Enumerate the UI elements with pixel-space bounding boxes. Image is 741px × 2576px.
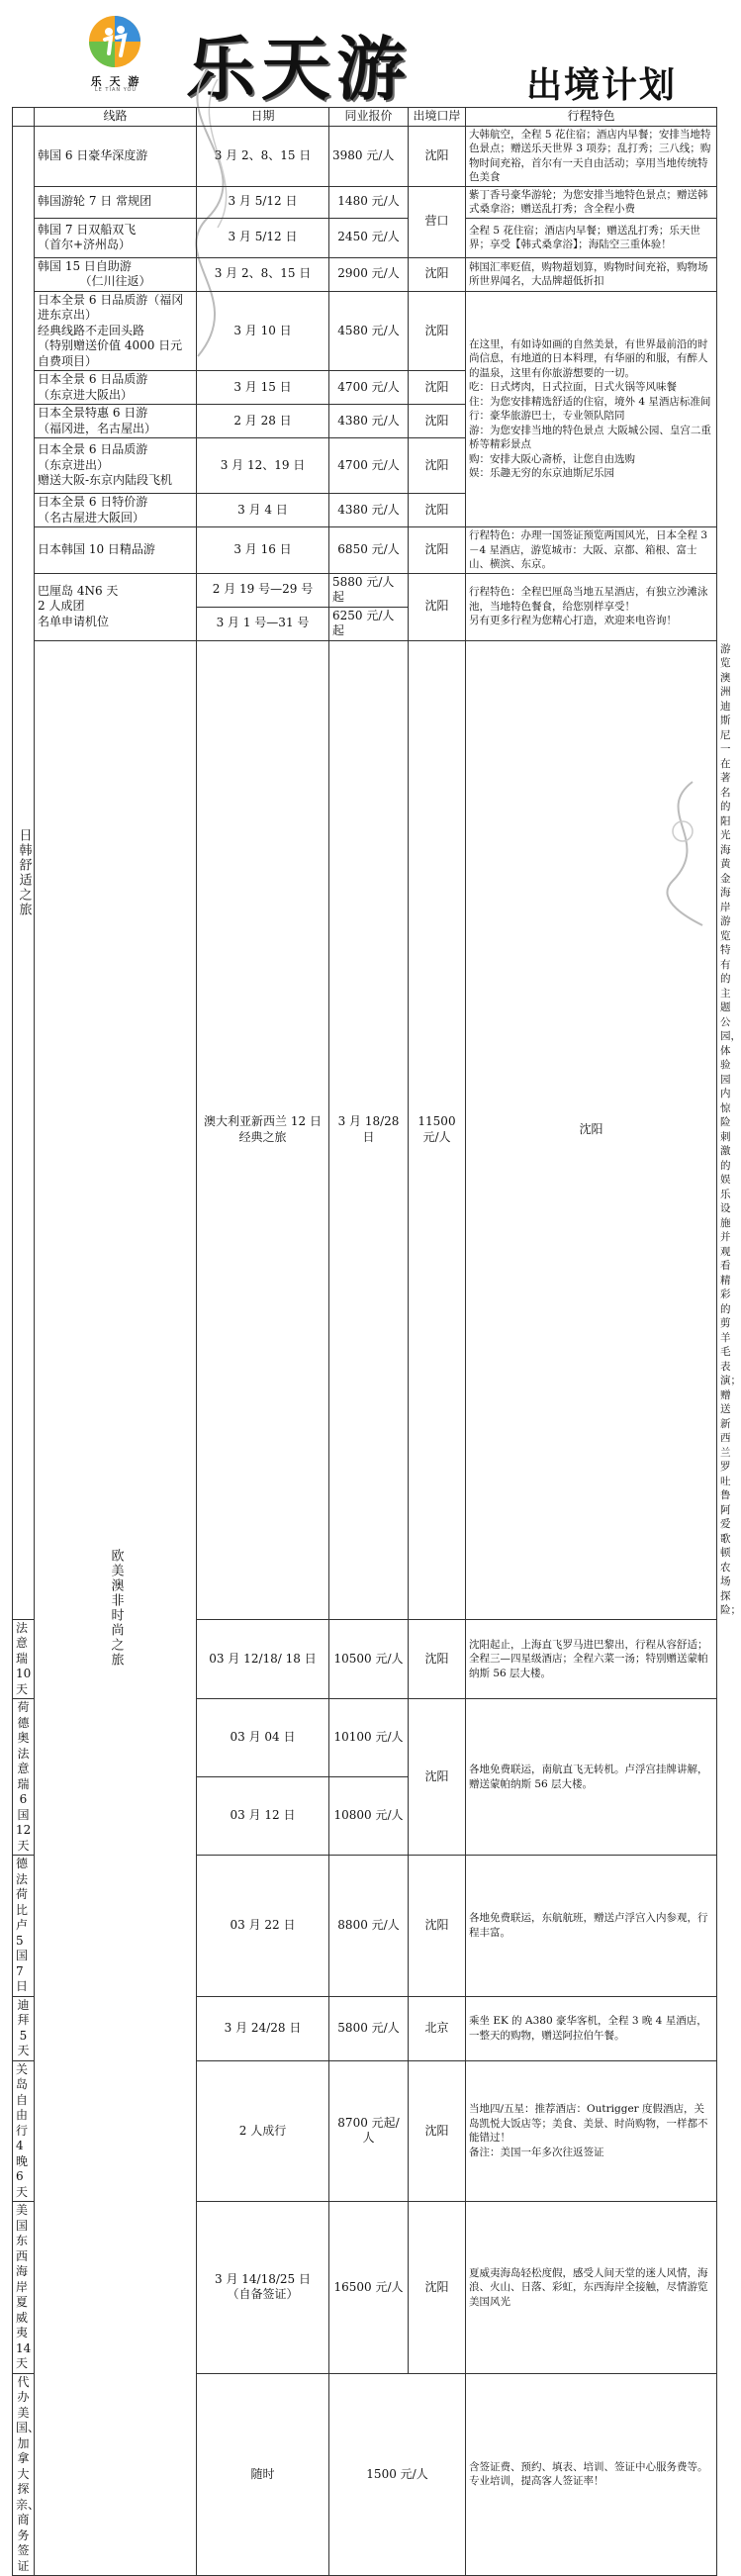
header-feature: 行程特色 bbox=[466, 108, 717, 127]
feature-cell: 大韩航空，全程 5 花住宿；酒店内早餐；安排当地特色景点；赠送乐天世界 3 项券；乱打秀；三八线；购物时间充裕，首尔有一天自由活动；享用当地传统特色美食 bbox=[466, 126, 717, 186]
header-route: 线路 bbox=[35, 108, 197, 127]
route-cell: 韩国 6 日豪华深度游 bbox=[35, 126, 197, 186]
brand-logo-name: 乐 天 游 bbox=[90, 75, 141, 88]
route-line: （特别赠送价值 4000 日元自费项目） bbox=[38, 338, 183, 368]
price-cell: 8800 元/人 bbox=[329, 1856, 409, 1997]
date-cell: 3 月 24/28 日 bbox=[197, 1996, 329, 2060]
feature-line: 行：豪华旅游巴士，专业领队陪同 bbox=[469, 410, 625, 423]
port-cell: 沈阳 bbox=[409, 2060, 466, 2202]
port-cell: 沈阳 bbox=[409, 1856, 466, 1997]
route-cell bbox=[35, 438, 197, 494]
route-line: 巴厘岛 4N6 天 bbox=[38, 583, 119, 598]
feature-cell: 全程 5 花住宿；酒店内早餐；赠送乱打秀；乐天世界；享受【韩式桑拿浴】；海陆空三重体验！ bbox=[466, 218, 717, 257]
port-cell: 沈阳 bbox=[409, 2202, 466, 2374]
port-cell: 营口 bbox=[409, 186, 466, 257]
tour-table bbox=[12, 107, 741, 2576]
route-cell: 日本韩国 10 日精品游 bbox=[35, 527, 197, 574]
date-cell: 2 人成行 bbox=[197, 2060, 329, 2202]
route-line: 荷德奥法意瑞 bbox=[17, 1700, 30, 1791]
feature-line: 购：安排大阪心斋桥，让您自由选购 bbox=[469, 452, 635, 465]
brand-logo-icon bbox=[87, 14, 142, 69]
price-cell: 2900 元/人 bbox=[329, 257, 409, 291]
date-cell bbox=[197, 2202, 329, 2374]
date-line: 3 月 14/18/25 日 bbox=[215, 2271, 311, 2286]
date-cell: 03 月 12 日 bbox=[197, 1777, 329, 1856]
table-row bbox=[13, 186, 717, 218]
feature-line: 另有更多行程为您精心打造，欢迎来电咨询！ bbox=[469, 615, 677, 627]
port-cell: 沈阳 bbox=[409, 494, 466, 527]
table-row bbox=[13, 126, 717, 186]
price-cell: 6850 元/人 bbox=[329, 527, 409, 574]
route-cell bbox=[13, 1699, 35, 1856]
header-port: 出境口岸 bbox=[409, 108, 466, 127]
date-cell: 2 月 19 号—29 号 bbox=[197, 573, 329, 607]
date-cell: 3 月 5/12 日 bbox=[197, 218, 329, 257]
date-cell: 3 月 2、8、15 日 bbox=[197, 126, 329, 186]
feature-line: 娱：乐趣无穷的东京迪斯尼乐园 bbox=[469, 467, 614, 480]
route-line: 经典之旅 bbox=[238, 1129, 287, 1144]
region-euro-america: 欧美澳非时尚之旅 bbox=[35, 640, 197, 2576]
date-cell: 3 月 15 日 bbox=[197, 371, 329, 405]
feature-line: 住：为您安排精选舒适的住宿，境外 4 星酒店标准间 bbox=[469, 395, 711, 408]
feature-cell: 沈阳起止，上海直飞罗马进巴黎出，行程从容舒适；全程三—四星级酒店；全程六菜一汤；特别赠送蒙帕纳斯 56 层大楼。 bbox=[466, 1619, 717, 1699]
route-line: （福冈进，名古屋出） bbox=[38, 421, 157, 435]
route-line: 6 国 12 天 bbox=[16, 1792, 32, 1853]
date-cell: 3 月 2、8、15 日 bbox=[197, 257, 329, 291]
port-cell: 沈阳 bbox=[409, 257, 466, 291]
port-cell: 沈阳 bbox=[466, 640, 717, 1619]
price-cell: 5880 元/人起 bbox=[329, 573, 409, 607]
feature-cell: 行程特色：办理一国签证预览两国风光，日本全程 3－4 星酒店，游览城市：大阪、京都、箱根、富士山、横滨、东京。 bbox=[466, 527, 717, 574]
route-cell: 迪拜 5 天 bbox=[13, 1996, 35, 2060]
feature-cell bbox=[466, 2060, 717, 2202]
route-line: 韩国 7 日双船双飞 bbox=[38, 222, 137, 237]
route-line: 韩国 15 日自助游 bbox=[38, 258, 132, 273]
feature-cell: 乘坐 EK 的 A380 豪华客机，全程 3 晚 4 星酒店，一整天的购物，赠送阿拉伯午餐。 bbox=[466, 1996, 717, 2060]
price-cell: 5800 元/人 bbox=[329, 1996, 409, 2060]
price-cell: 8700 元起/人 bbox=[329, 2060, 409, 2202]
route-cell bbox=[35, 405, 197, 438]
price-cell: 10800 元/人 bbox=[329, 1777, 409, 1856]
table-row bbox=[13, 218, 717, 257]
port-cell: 北京 bbox=[409, 1996, 466, 2060]
date-cell: 3 月 18/28 日 bbox=[329, 640, 409, 1619]
date-cell: 03 月 22 日 bbox=[197, 1856, 329, 1997]
feature-cell: 各地免费联运，南航直飞无转机。卢浮宫挂牌讲解，赠送蒙帕纳斯 56 层大楼。 bbox=[466, 1699, 717, 1856]
route-cell bbox=[35, 291, 197, 371]
table-row: 欧美澳非时尚之旅 澳大利亚新西兰 12 日 经典之旅 3 月 18/28 日 11500 元/人 沈阳 游览澳洲迪斯尼一在著名的阳光海黄金海岸游览特有的主题公园，体验园内惊险刺激的娱乐设施并观看精彩的剪羊毛表演；赠送新西兰罗吐鲁阿爱歌顿农场探险； bbox=[13, 640, 717, 1619]
page-title: 乐天游 bbox=[186, 28, 412, 110]
feature-cell: 各地免费联运，东航航班，赠送卢浮宫入内参观，行程丰富。 bbox=[466, 1856, 717, 1997]
date-cell: 3 月 4 日 bbox=[197, 494, 329, 527]
brand-logo-sub: LE TIAN YOU bbox=[94, 87, 138, 93]
route-line: （首尔+济州岛） bbox=[38, 238, 132, 251]
route-cell bbox=[197, 640, 329, 1619]
feature-line: 备注：美国一年多次往返签证 bbox=[469, 2146, 604, 2158]
price-cell: 16500 元/人 bbox=[329, 2202, 409, 2374]
port-cell: 沈阳 bbox=[409, 1619, 466, 1699]
feature-cell: 韩国汇率贬值，购物超划算，购物时间充裕，购物场所世界闻名，大品牌超低折扣 bbox=[466, 257, 717, 291]
port-cell: 沈阳 bbox=[409, 126, 466, 186]
route-line: 日本全景 6 日特价游 bbox=[38, 495, 148, 509]
feature-line: 游：为您安排当地的特色景点 大阪城公园、皇宫二重桥等精彩景点 bbox=[469, 424, 711, 451]
date-line: （自备签证） bbox=[227, 2287, 299, 2302]
feature-cell: 夏威夷海岛轻松度假，感受人间天堂的迷人风情，海浪、火山、日落、彩虹，东西海岸全接触，尽情游览美国风光 bbox=[466, 2202, 717, 2374]
route-cell bbox=[35, 257, 197, 291]
feature-cell: 紫丁香号豪华游轮；为您安排当地特色景点；赠送韩式桑拿浴；赠送乱打秀；含全程小费 bbox=[466, 186, 717, 218]
date-cell: 03 月 12/18/ 18 日 bbox=[197, 1619, 329, 1699]
route-cell: 法意瑞 10 天 bbox=[13, 1619, 35, 1699]
feature-cell bbox=[466, 291, 717, 527]
price-cell: 4700 元/人 bbox=[329, 371, 409, 405]
route-line: （仁川往返） bbox=[79, 274, 151, 288]
route-cell bbox=[35, 494, 197, 527]
price-cell: 10100 元/人 bbox=[329, 1699, 409, 1777]
date-cell: 03 月 04 日 bbox=[197, 1699, 329, 1777]
price-cell: 10500 元/人 bbox=[329, 1619, 409, 1699]
route-cell bbox=[35, 371, 197, 405]
header-price: 同业报价 bbox=[329, 108, 409, 127]
price-cell: 6250 元/人起 bbox=[329, 607, 409, 640]
price-cell: 1480 元/人 bbox=[329, 186, 409, 218]
page-subtitle: 出境计划 bbox=[526, 64, 678, 106]
feature-cell: 含签证费、预约、填表、培训、签证中心服务费等。专业培训，提高客人签证率！ bbox=[466, 2373, 717, 2576]
table-row bbox=[13, 573, 717, 607]
date-cell: 3 月 1 号—31 号 bbox=[197, 607, 329, 640]
route-line: （东京进大阪出） bbox=[38, 387, 134, 402]
price-cell: 1500 元/人 bbox=[329, 2373, 466, 2576]
date-cell: 随时 bbox=[197, 2373, 329, 2576]
route-cell: 关岛自由行 4 晚 6 天 bbox=[13, 2060, 35, 2202]
port-cell: 沈阳 bbox=[409, 438, 466, 494]
feature-line: 吃：日式烤肉，日式拉面，日式火锅等风味餐 bbox=[469, 381, 677, 394]
header-date: 日期 bbox=[197, 108, 329, 127]
date-cell: 3 月 5/12 日 bbox=[197, 186, 329, 218]
route-cell bbox=[35, 218, 197, 257]
route-line: 日本全景 6 日品质游 bbox=[38, 442, 148, 457]
route-line: 澳大利亚新西兰 12 日 bbox=[204, 1114, 322, 1128]
port-cell: 沈阳 bbox=[409, 1699, 466, 1856]
header-region bbox=[13, 108, 35, 127]
route-line: （东京进出） bbox=[38, 457, 110, 472]
route-line: 赠送大阪-东京内陆段飞机 bbox=[38, 473, 173, 488]
feature-line: 当地四/五星：推荐酒店：Outrigger 度假酒店，关岛凯悦大饭店等；美食、美景、时尚购物，一样都不能错过！ bbox=[469, 2103, 708, 2145]
route-line: 名单申请机位 bbox=[38, 614, 110, 628]
route-line: 日本全景 6 日品质游（福冈进东京出） bbox=[38, 292, 184, 322]
route-line: （名古屋进大阪回） bbox=[38, 510, 145, 525]
route-line: 日本全景特惠 6 日游 bbox=[38, 406, 148, 420]
price-cell: 4580 元/人 bbox=[329, 291, 409, 371]
price-cell: 4380 元/人 bbox=[329, 405, 409, 438]
price-cell: 2450 元/人 bbox=[329, 218, 409, 257]
table-row bbox=[13, 291, 717, 371]
port-cell: 沈阳 bbox=[409, 573, 466, 640]
price-cell: 11500 元/人 bbox=[409, 640, 466, 1619]
price-cell: 4380 元/人 bbox=[329, 494, 409, 527]
date-cell: 3 月 16 日 bbox=[197, 527, 329, 574]
date-cell: 3 月 12、19 日 bbox=[197, 438, 329, 494]
feature-cell bbox=[466, 573, 717, 640]
route-cell: 德法荷比卢 5 国 7 日 bbox=[13, 1856, 35, 1997]
route-line: 日本全景 6 日品质游 bbox=[38, 372, 148, 386]
header bbox=[0, 0, 720, 110]
date-cell: 2 月 28 日 bbox=[197, 405, 329, 438]
price-cell: 3980 元/人 bbox=[329, 126, 409, 186]
price-cell: 4700 元/人 bbox=[329, 438, 409, 494]
route-cell bbox=[35, 573, 197, 640]
route-line: 经典线路不走回头路 bbox=[38, 323, 145, 337]
date-cell: 3 月 10 日 bbox=[197, 291, 329, 371]
table-header-row bbox=[13, 108, 717, 127]
port-cell: 沈阳 bbox=[409, 405, 466, 438]
table-row bbox=[13, 527, 717, 574]
port-cell: 沈阳 bbox=[409, 291, 466, 371]
port-cell: 沈阳 bbox=[409, 371, 466, 405]
region-japan-korea: 日韩舒适之旅 bbox=[13, 126, 35, 1619]
port-cell: 沈阳 bbox=[409, 527, 466, 574]
route-cell: 美国东西海岸夏威夷 14 天 bbox=[13, 2202, 35, 2374]
feature-line: 在这里，有如诗如画的自然美景，有世界最前沿的时尚信息，有地道的日本料理，有华丽的和服，有醉人的温泉，这里有你旅游想要的一切。 bbox=[469, 337, 708, 379]
route-cell: 代办美国、加拿大探亲、商务 签证 bbox=[13, 2373, 35, 2576]
route-line: 2 人成团 bbox=[38, 599, 85, 614]
route-cell: 韩国游轮 7 日 常规团 bbox=[35, 186, 197, 218]
feature-line: 行程特色：全程巴厘岛当地五星酒店，有独立沙滩泳池，当地特色餐食，给您别样享受！ bbox=[469, 586, 708, 613]
table-row bbox=[13, 257, 717, 291]
